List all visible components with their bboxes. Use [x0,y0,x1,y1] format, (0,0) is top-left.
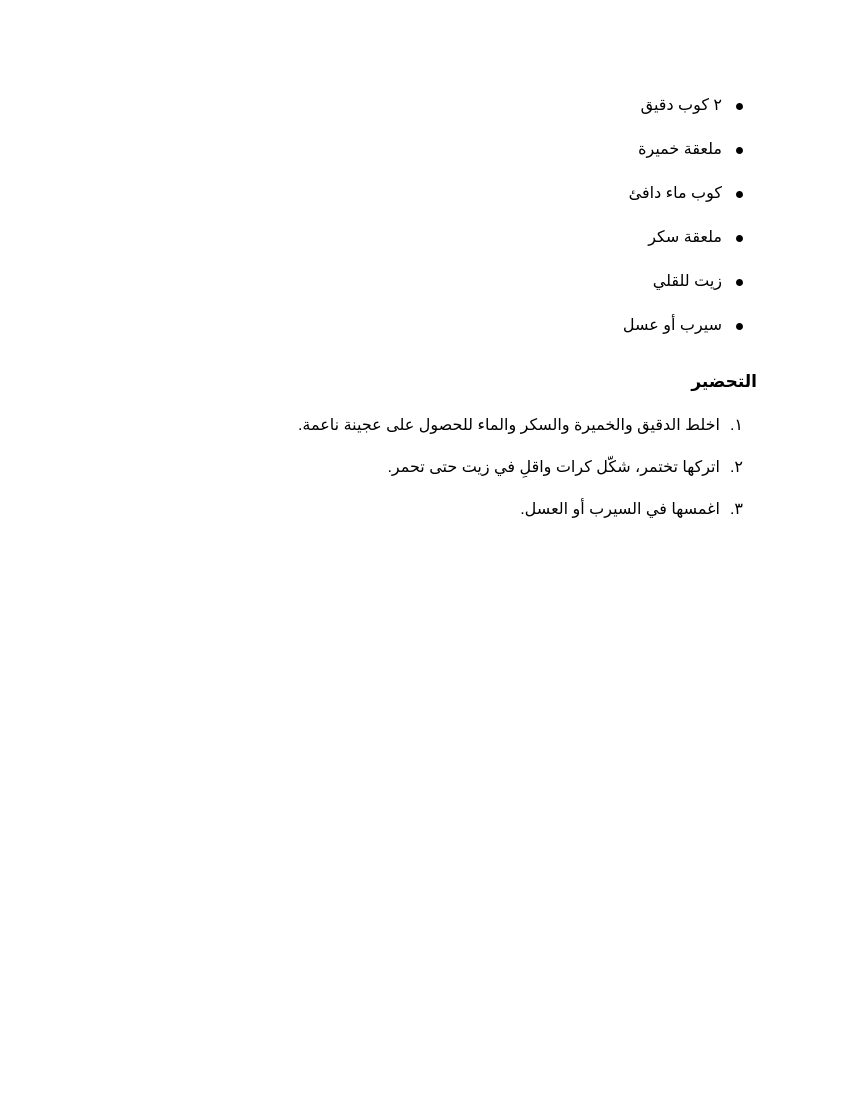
ingredient-text: زيت للقلي [652,273,722,290]
ingredients-list [243,93,743,357]
step-text: اغمسها في السيرب أو العسل. [520,501,720,518]
ingredient-text: ٢ كوب دقيق [640,97,722,114]
bullet-icon [736,103,743,110]
ingredient-text: كوب ماء دافئ [628,185,722,202]
step-number: ٣. [729,501,743,518]
ingredient-text: ملعقة سكر [648,229,722,246]
step-number: ٢. [729,459,743,476]
list-item [243,225,743,269]
list-item [243,269,743,313]
bullet-icon [736,235,743,242]
step-text: اتركها تختمر، شكّل كرات واقلِ في زيت حتى تحمر. [387,459,720,476]
ingredient-text: ملعقة خميرة [638,141,722,158]
preparation-steps [143,413,743,539]
step-item [143,497,743,539]
step-text: اخلط الدقيق والخميرة والسكر والماء للحصول على عجينة ناعمة. [297,417,720,434]
step-number: ١. [729,417,743,434]
bullet-icon [736,191,743,198]
list-item [243,181,743,225]
bullet-icon [736,323,743,330]
preparation-heading: التحضير [691,372,757,391]
bullet-icon [736,279,743,286]
list-item [243,93,743,137]
step-item [143,413,743,455]
step-item [143,455,743,497]
list-item [243,313,743,357]
ingredient-text: سيرب أو عسل [622,317,722,334]
bullet-icon [736,147,743,154]
list-item [243,137,743,181]
